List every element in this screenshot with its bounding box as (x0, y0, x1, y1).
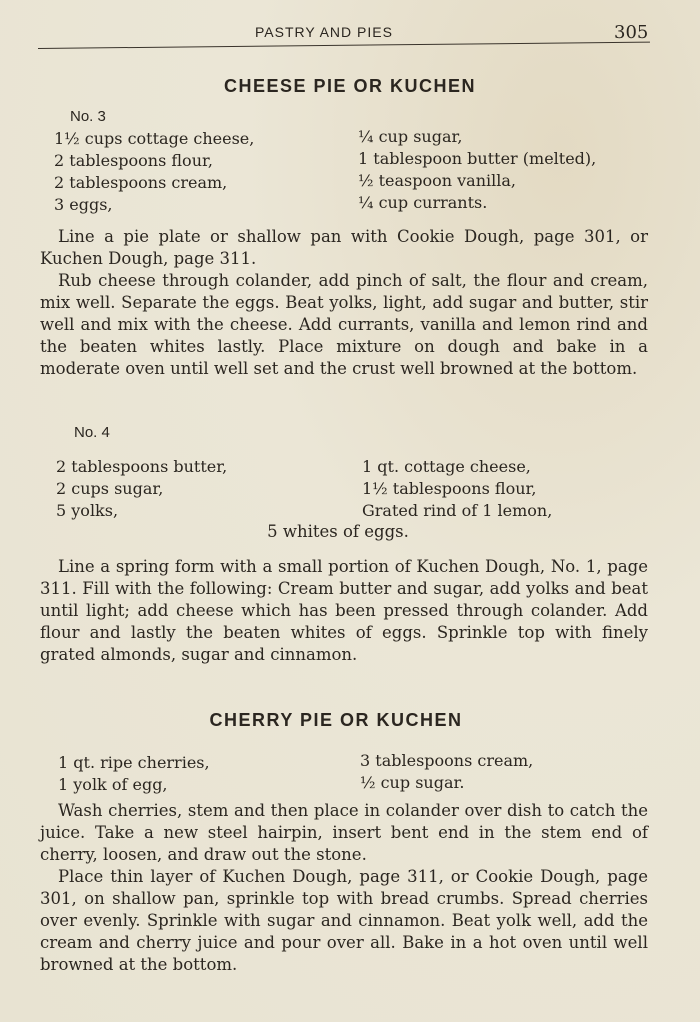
ingredient: 1 yolk of egg, (58, 775, 168, 794)
ingredient: 2 tablespoons cream, (54, 173, 228, 192)
ingredient: 1½ cups cottage cheese, (54, 129, 255, 148)
recipe-title-cherry-pie: CHERRY PIE OR KUCHEN (209, 710, 463, 730)
ingredient: 1 qt. ripe cherries, (58, 753, 210, 772)
ingredient: ¼ cup currants. (358, 193, 488, 212)
variant-label-no3: No. 3 (70, 108, 106, 125)
ingredient: 3 tablespoons cream, (360, 751, 534, 770)
page-number: 305 (614, 22, 649, 43)
ingredient: 1 tablespoon butter (melted), (358, 149, 597, 168)
ingredient: Grated rind of 1 lemon, (362, 501, 553, 520)
ingredient: ¼ cup sugar, (358, 127, 463, 146)
instructions-paragraph: Place thin layer of Kuchen Dough, page 311, or Cookie Dough, page 301, on shallow pan, sprinkle top with bread crumbs. Spread cherries over evenly. Sprinkle with sugar and cinnamon. Beat yolk well, add the cream and cherry juice and pour over all. Bake in a hot oven until well browned at the bottom. (40, 867, 648, 974)
ingredient: 3 eggs, (54, 195, 113, 214)
ingredient: 1½ tablespoons flour, (362, 479, 537, 498)
ingredient: 2 cups sugar, (56, 479, 164, 498)
variant-label-no4: No. 4 (74, 424, 110, 441)
ingredient-centered: 5 whites of eggs. (267, 522, 409, 541)
instructions-paragraph: Rub cheese through colander, add pinch of salt, the flour and cream, mix well. Separate the eggs. Beat yolks, light, add sugar and butter, stir well and mix with the cheese. Add currants, vanilla and lemon rind and the beaten whites lastly. Place mixture on dough and bake in a moderate oven until well set and the crust well browned at the bottom. (40, 271, 648, 378)
ingredient: ½ cup sugar. (360, 773, 465, 792)
running-head: PASTRY AND PIES (255, 24, 393, 40)
ingredient-list-left (58, 752, 210, 796)
ingredient: 5 yolks, (56, 501, 119, 520)
recipe-title-cheese-pie: CHEESE PIE OR KUCHEN (223, 76, 477, 96)
ingredient-list-right (360, 750, 533, 794)
ingredient-list-left (56, 456, 227, 522)
ingredient: ½ teaspoon vanilla, (358, 171, 516, 190)
instructions-paragraph: Wash cherries, stem and then place in colander over dish to catch the juice. Take a new steel hairpin, insert bent end in the stem end of cherry, loosen, and draw out the stone. (40, 801, 648, 864)
ingredient: 1 qt. cottage cheese, (362, 457, 531, 476)
instructions-paragraph: Line a pie plate or shallow pan with Cookie Dough, page 301, or Kuchen Dough, page 311. (40, 227, 648, 268)
ingredient-list-right (358, 126, 596, 214)
instructions-paragraph: Line a spring form with a small portion of Kuchen Dough, No. 1, page 311. Fill with the following: Cream butter and sugar, add yolks and beat until light; add cheese which has been pressed through colander. Add flour and lastly the beaten whites of eggs. Sprinkle top with finely grated almonds, sugar and cinnamon. (40, 557, 648, 664)
ingredient: 2 tablespoons flour, (54, 151, 213, 170)
ingredient-list-left (54, 128, 254, 216)
ingredient: 2 tablespoons butter, (56, 457, 228, 476)
ingredient-list-right (362, 456, 552, 522)
